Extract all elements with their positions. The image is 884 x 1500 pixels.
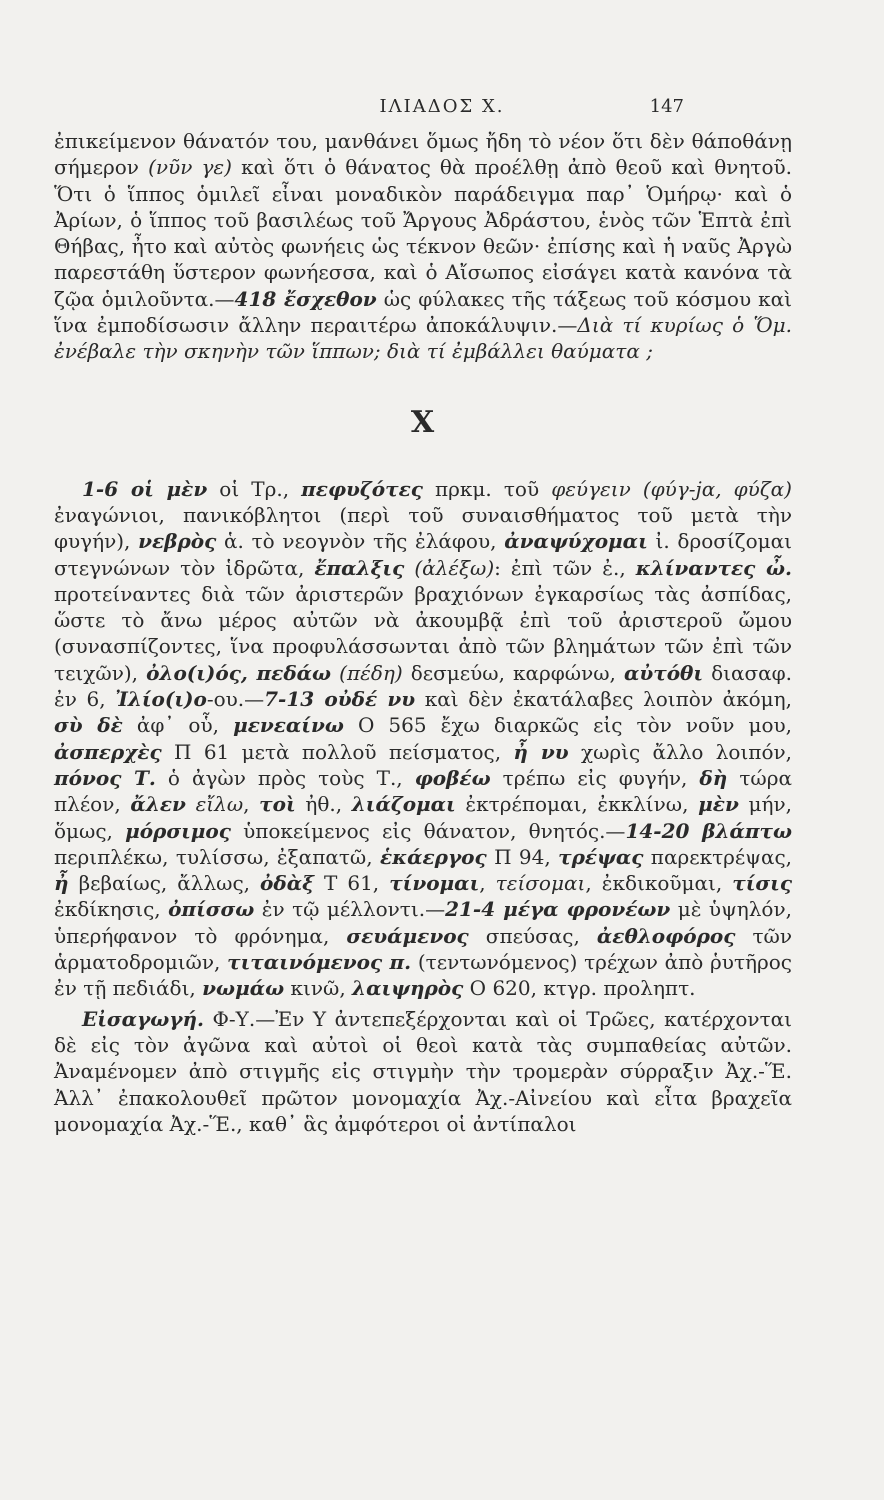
text-run: Φ-Υ.—Ἐν Υ ἀντεπεξέρχονται καὶ οἱ Τρῶες, κατέρχονται δὲ εἰς τὸν ἀγῶνα καὶ αὐτοὶ οἱ θεοὶ κατὰ τὰς συμπαθείας αὐτῶν. Ἀναμένομεν ἀπὸ στιγμῆς εἰς στιγμὴν τὴν τρομερὰν σύρραξιν Ἀχ.-Ἕ. Ἀλλ᾿ ἐπακολουθεῖ πρῶτον μονομαχία Ἀχ.-Αἰνείου καὶ εἶτα βραχεῖα μονομαχία Ἀχ.-Ἕ., καθ᾿ ἃς ἀμφότεροι οἱ ἀντίπαλοι (54, 1006, 792, 1136)
page-number: 147 (649, 96, 684, 117)
lemma-term: μόρσιμος (125, 818, 231, 843)
italic-gloss: εἴλω (195, 792, 244, 817)
lemma-term: σευάμενος (346, 923, 469, 948)
lemma-term: ἦ (54, 871, 69, 896)
lemma-term: μενεαίνω (233, 713, 344, 738)
text-run: σπεύσας, (468, 923, 597, 948)
italic-gloss: τείσομαι (495, 871, 586, 896)
text-run: οἱ Τρ., (207, 476, 302, 501)
text-run: τρέπω εἰς φυγήν, (490, 765, 700, 790)
italic-gloss: (ἀλέξω) (414, 555, 495, 580)
lemma-term: νεβρὸς (138, 529, 217, 554)
lemma-term: ἦ νυ (513, 739, 569, 764)
text-run: καὶ ὅτι ὁ θάνατος θὰ προέλθῃ ἀπὸ θεοῦ καὶ θνητοῦ. Ὅτι ὁ ἵππος ὁμιλεῖ εἶναι μοναδικὸν παράδειγμα παρ᾿ Ὁμήρῳ· καὶ ὁ Ἀρίων, ὁ ἵππος τοῦ βασιλέως τοῦ Ἄργους Ἀδράστου, ἑνὸς τῶν Ἑπτὰ ἐπὶ Θήβας, ἦτο καὶ αὐτὸς φωνήεις ὡς τέκνον θεῶν· ἐπίσης καὶ ἡ ναῦς Ἀργὼ παρεστάθη ὕστερον φωνήεσσα, καὶ ὁ Αἴσωπος εἰσάγει κατὰ κανόνα τὰ ζῷα ὁμιλοῦντα.— (54, 155, 793, 311)
text-run: Τ 61, (313, 871, 390, 896)
text-run: πρκμ. τοῦ (422, 476, 552, 501)
text-run (404, 556, 414, 580)
text-run: διασαφ. ἐν 6, (54, 660, 793, 712)
section-letter: Χ (410, 404, 436, 440)
text-run: ὡς φύλακες τῆς τάξεως τοῦ κόσμου καὶ ἵνα ἐμποδίσωσιν ἄλλην περαιτέρω ἀποκάλυψιν.— (54, 286, 793, 338)
lemma-term: τιταινόμενος π. (227, 950, 412, 975)
text-run: , (479, 871, 496, 896)
lemma-term: ἑκάεργος (379, 844, 487, 869)
text-run: ἁ. τὸ νεογνὸν τῆς ἐλάφου, (216, 529, 505, 554)
lemma-term: ἀσπερχὲς (54, 739, 162, 764)
commentary-paragraph (54, 476, 792, 1002)
previous-section-paragraph (54, 128, 792, 365)
lemma-term: ἀναψύχομαι (504, 529, 648, 554)
lemma-term: σὺ δὲ (54, 713, 123, 738)
text-run: ὑποκείμενος εἰς θάνατον, θνητός.— (230, 818, 626, 843)
text-run: : ἐπὶ τῶν ἐ., (494, 555, 636, 580)
italic-gloss: φεύγειν (φύγ-jα, φύζα) (551, 476, 792, 501)
text-run: Π 94, (486, 844, 559, 869)
text-run: περιπλέκω, τυλίσσω, ἐξαπατῶ, (54, 844, 380, 869)
lemma-term: πεφυζότες (301, 476, 423, 501)
text-run: ἀφ᾿ οὗ, (122, 713, 234, 738)
lemma-term: τίνομαι (389, 871, 480, 896)
text-run: τώρα πλέον, (54, 765, 792, 817)
lemma-term: δὴ (699, 765, 728, 790)
running-title: ΙΛΙΑΔΟΣ Χ. (379, 96, 505, 117)
text-run: Π 61 μετὰ πολλοῦ πείσματος, (161, 739, 514, 764)
lemma-term: τίσις (732, 871, 793, 896)
text-run: ἐν τῷ μέλλοντι.— (254, 897, 446, 922)
text-run: ἐναγώνιοι, πανικόβλητοι (περὶ τοῦ συναισθήματος τοῦ μετὰ τὴν φυγήν), (54, 502, 792, 554)
lemma-term: Εἰσαγωγή. (82, 1006, 205, 1031)
lemma-term: τρέψας (558, 844, 644, 869)
text-run: (τεντωνόμενος) τρέχων ἀπὸ ῥυτῆρος ἐν τῇ πεδιάδι, (54, 950, 792, 1001)
text-run: Ο 620, κτγρ. προληπτ. (463, 976, 696, 1001)
text-run: δεσμεύω, καρφώνω, (402, 660, 624, 685)
lemma-term: ὀπίσσω (168, 897, 255, 922)
text-run: κινῶ, (284, 976, 353, 1001)
text-run: -ου.— (206, 687, 265, 712)
text-run: προτείναντες διὰ τῶν ἀριστερῶν βραχιόνων ἐγκαρσίως τὰς ἀσπίδας, ὥστε τὸ ἄνω μέρος αὐτῶν νὰ ἀκουμβᾷ ἐπὶ τοῦ ἀριστεροῦ ὤμου (συνασπίζοντες, ἵνα προφυλάσσωνται ἀπὸ τῶν βλημάτων τῶν ἐπὶ τῶν τειχῶν), (54, 581, 792, 685)
lemma-term: ἀεθλοφόρος (596, 923, 736, 948)
text-run: ἐκτρέπομαι, ἐκκλίνω, (455, 792, 699, 817)
page-body (54, 128, 792, 1137)
lemma-term: 418 ἔσχεθον (234, 286, 377, 311)
italic-gloss: Διὰ τί κυρίως ὁ Ὅμ. ἐνέβαλε τὴν σκηνὴν τῶν ἵππων; διὰ τί ἐμβάλλει θαύματα ; (54, 313, 792, 364)
text-run (186, 792, 196, 816)
lemma-term: μὲν (698, 792, 739, 817)
text-run: βεβαίως, ἄλλως, (68, 871, 261, 896)
text-run: Ο 565 ἔχω διαρκῶς εἰς τὸν νοῦν μου, (343, 713, 793, 738)
lemma-term: ἄλεν (130, 792, 186, 817)
text-run: καὶ δὲν ἐκατάλαβες λοιπὸν ἀκόμη, (415, 687, 792, 712)
lemma-term: φοβέω (414, 765, 491, 790)
lemma-term: 7-13 οὐδέ νυ (264, 687, 416, 712)
lemma-term: λαιψηρὸς (352, 976, 464, 1001)
text-run: ἐπικείμενον θάνατόν του, μανθάνει ὅμως ἤδη τὸ νέον ὅτι δὲν θάποθάνῃ σήμερον (54, 129, 792, 180)
text-run: , (243, 792, 260, 817)
lemma-term: τοὶ (259, 792, 296, 817)
text-run: ὁ ἀγὼν πρὸς τοὺς Τ., (155, 765, 415, 790)
introduction-paragraph (54, 1006, 792, 1137)
lemma-term: 1-6 οἱ μὲν (82, 476, 208, 501)
text-run: ἠθ., (295, 792, 352, 817)
text-run: ἰ. δροσίζομαι στεγνώνων τὸν ἱδρῶτα, (54, 529, 792, 580)
text-run: χωρὶς ἄλλο λοιπόν, (568, 739, 792, 764)
italic-gloss: (πέδη) (339, 660, 403, 685)
lemma-term: κλίναντες ὦ. (635, 555, 792, 580)
text-run: μὲ ὑψηλόν, ὑπερήφανον τὸ φρόνημα, (54, 897, 792, 948)
lemma-term: αὐτόθι (623, 660, 704, 685)
lemma-term: λιάζομαι (351, 792, 456, 817)
text-run: μήν, ὅμως, (54, 792, 793, 843)
text-run: παρεκτρέψας, (643, 844, 793, 869)
lemma-term: 14-20 βλάπτω (625, 818, 792, 843)
lemma-term: 21-4 μέγα φρονέων (445, 897, 671, 922)
text-run (331, 661, 339, 685)
lemma-term: Ἰλίο(ι)ο (115, 687, 207, 712)
italic-gloss: (νῦν γε) (148, 155, 232, 180)
text-run: ἐκδίκησις, (54, 897, 169, 922)
lemma-term: νωμάω (202, 976, 285, 1001)
lemma-term: ὀλο(ι)ός, πεδάω (146, 660, 332, 685)
lemma-term: πόνος Τ. (54, 765, 156, 790)
text-run: , ἐκδικοῦμαι, (585, 871, 733, 896)
lemma-term: ἔπαλξις (314, 555, 405, 580)
lemma-term: ὀδὰξ (260, 871, 314, 896)
text-run: τῶν ἁρματοδρομιῶν, (54, 923, 792, 975)
